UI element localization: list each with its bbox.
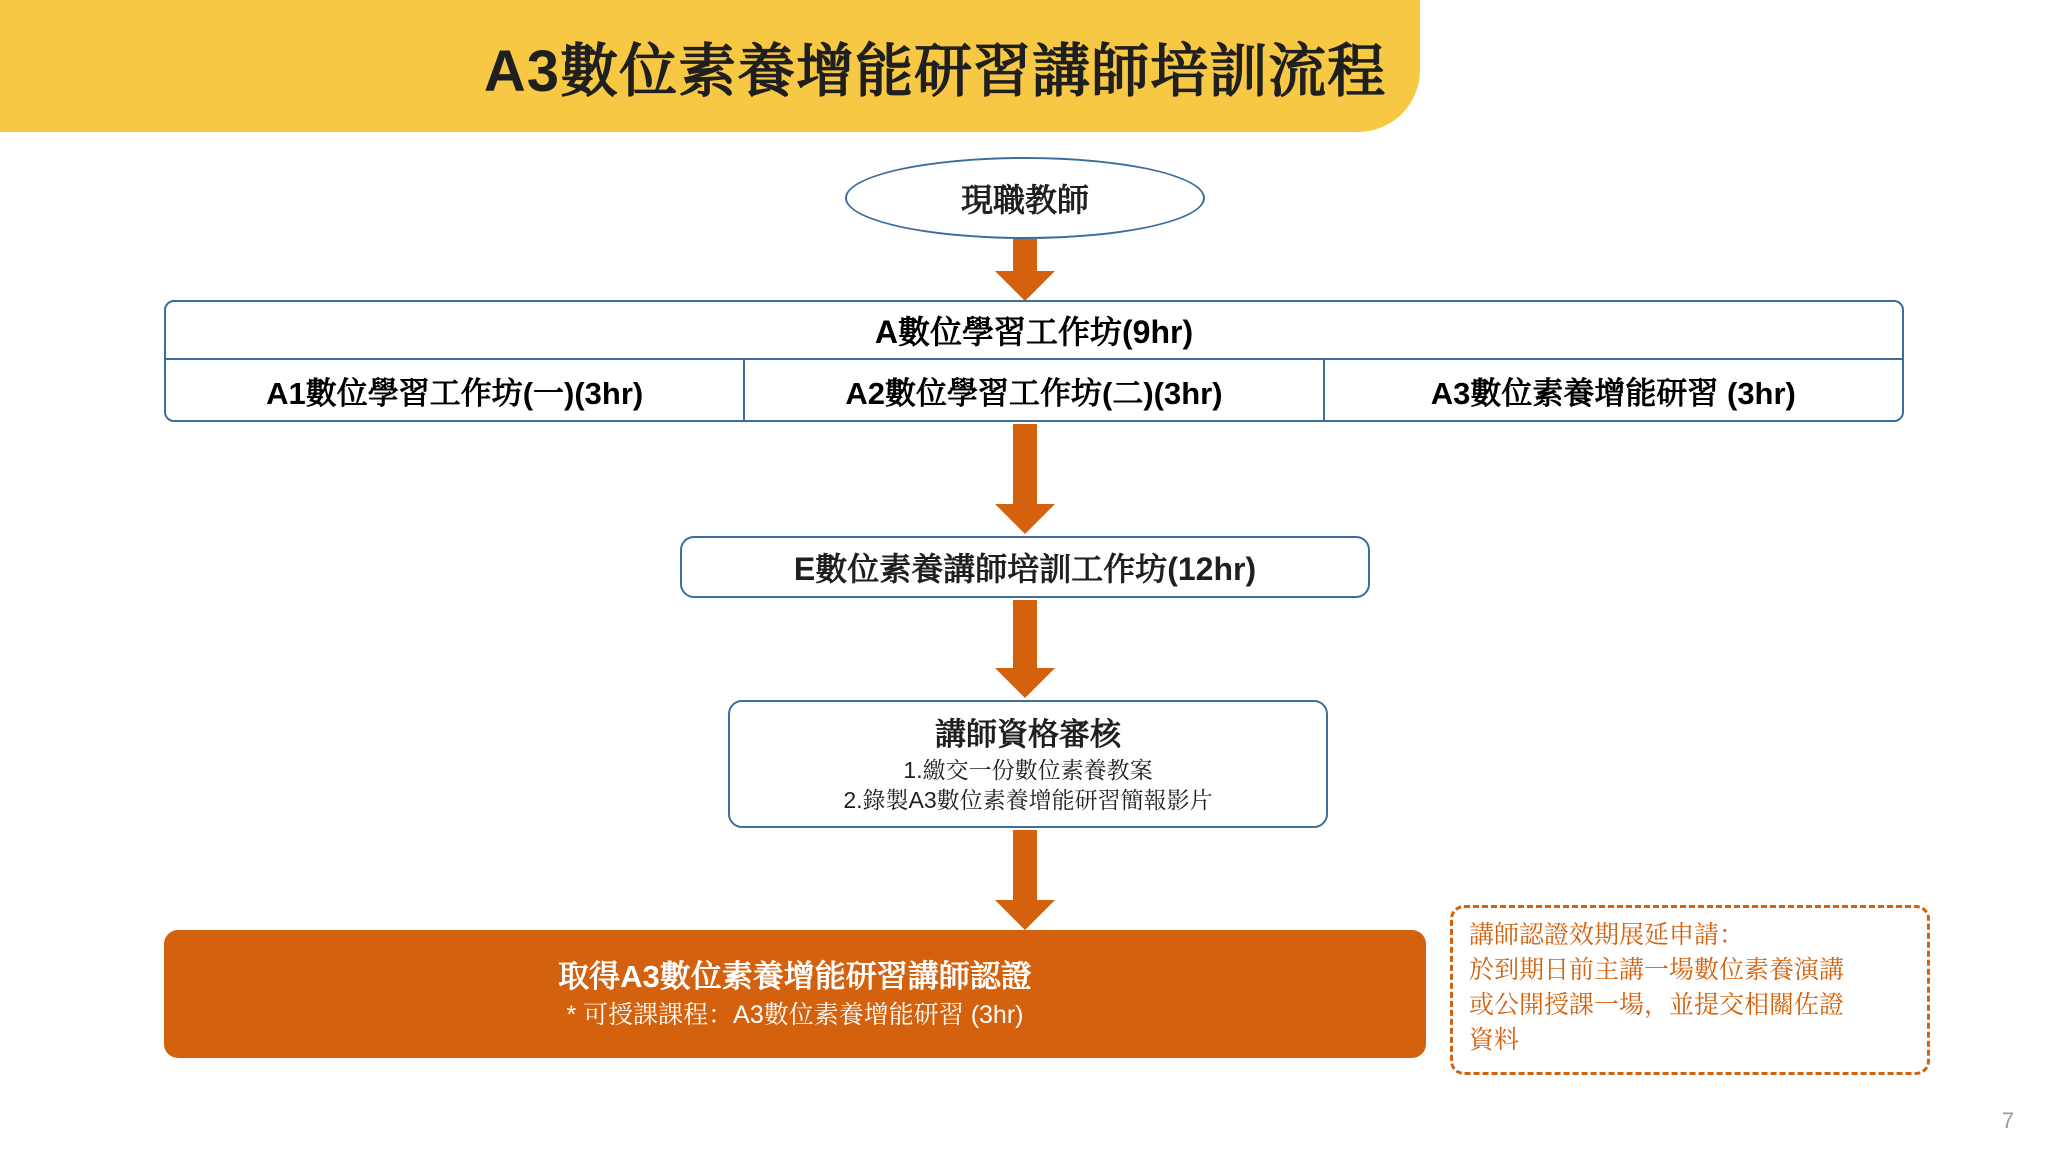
arrow-start-to-workshop [995, 239, 1055, 301]
flow-node-trainer-workshop: E數位素養講師培訓工作坊(12hr) [680, 536, 1370, 598]
renewal-note-line-3: 或公開授課一場，並提交相關佐證 [1469, 991, 1845, 1019]
arrow-review-to-result [995, 830, 1055, 930]
result-subtitle: * 可授課課程：A3數位素養增能研習 (3hr) [566, 1001, 1024, 1030]
flow-node-review [728, 700, 1328, 828]
workshop-table-row [166, 360, 1902, 420]
review-item-2: 2.錄製A3數位素養增能研習簡報影片 [843, 787, 1213, 814]
renewal-note-line-4: 資料 [1469, 1026, 1520, 1054]
flow-node-result [164, 930, 1426, 1058]
workshop-cell-a3: A3數位素養增能研習 (3hr) [1323, 360, 1902, 420]
result-title: 取得A3數位素養增能研習講師認證 [558, 958, 1032, 994]
flow-node-start: 現職教師 [845, 157, 1205, 239]
arrow-workshop-to-trainer [995, 424, 1055, 534]
renewal-note [1450, 905, 1930, 1075]
review-title: 講師資格審核 [935, 717, 1121, 753]
workshop-table [164, 300, 1904, 422]
workshop-cell-a1: A1數位學習工作坊(一)(3hr) [266, 375, 644, 411]
renewal-note-line-2: 於到期日前主講一場數位素養演講 [1469, 956, 1845, 984]
page-title: A3數位素養增能研習講師培訓流程 [483, 39, 1387, 104]
review-item-1: 1.繳交一份數位素養教案 [903, 757, 1153, 784]
workshop-cell-a2: A2數位學習工作坊(二)(3hr) [743, 360, 1322, 420]
arrow-trainer-to-review [995, 600, 1055, 698]
page-number: 7 [2001, 1108, 2014, 1133]
renewal-note-line-1: 講師認證效期展延申請： [1469, 921, 1745, 949]
workshop-table-header: A數位學習工作坊(9hr) [166, 302, 1902, 360]
